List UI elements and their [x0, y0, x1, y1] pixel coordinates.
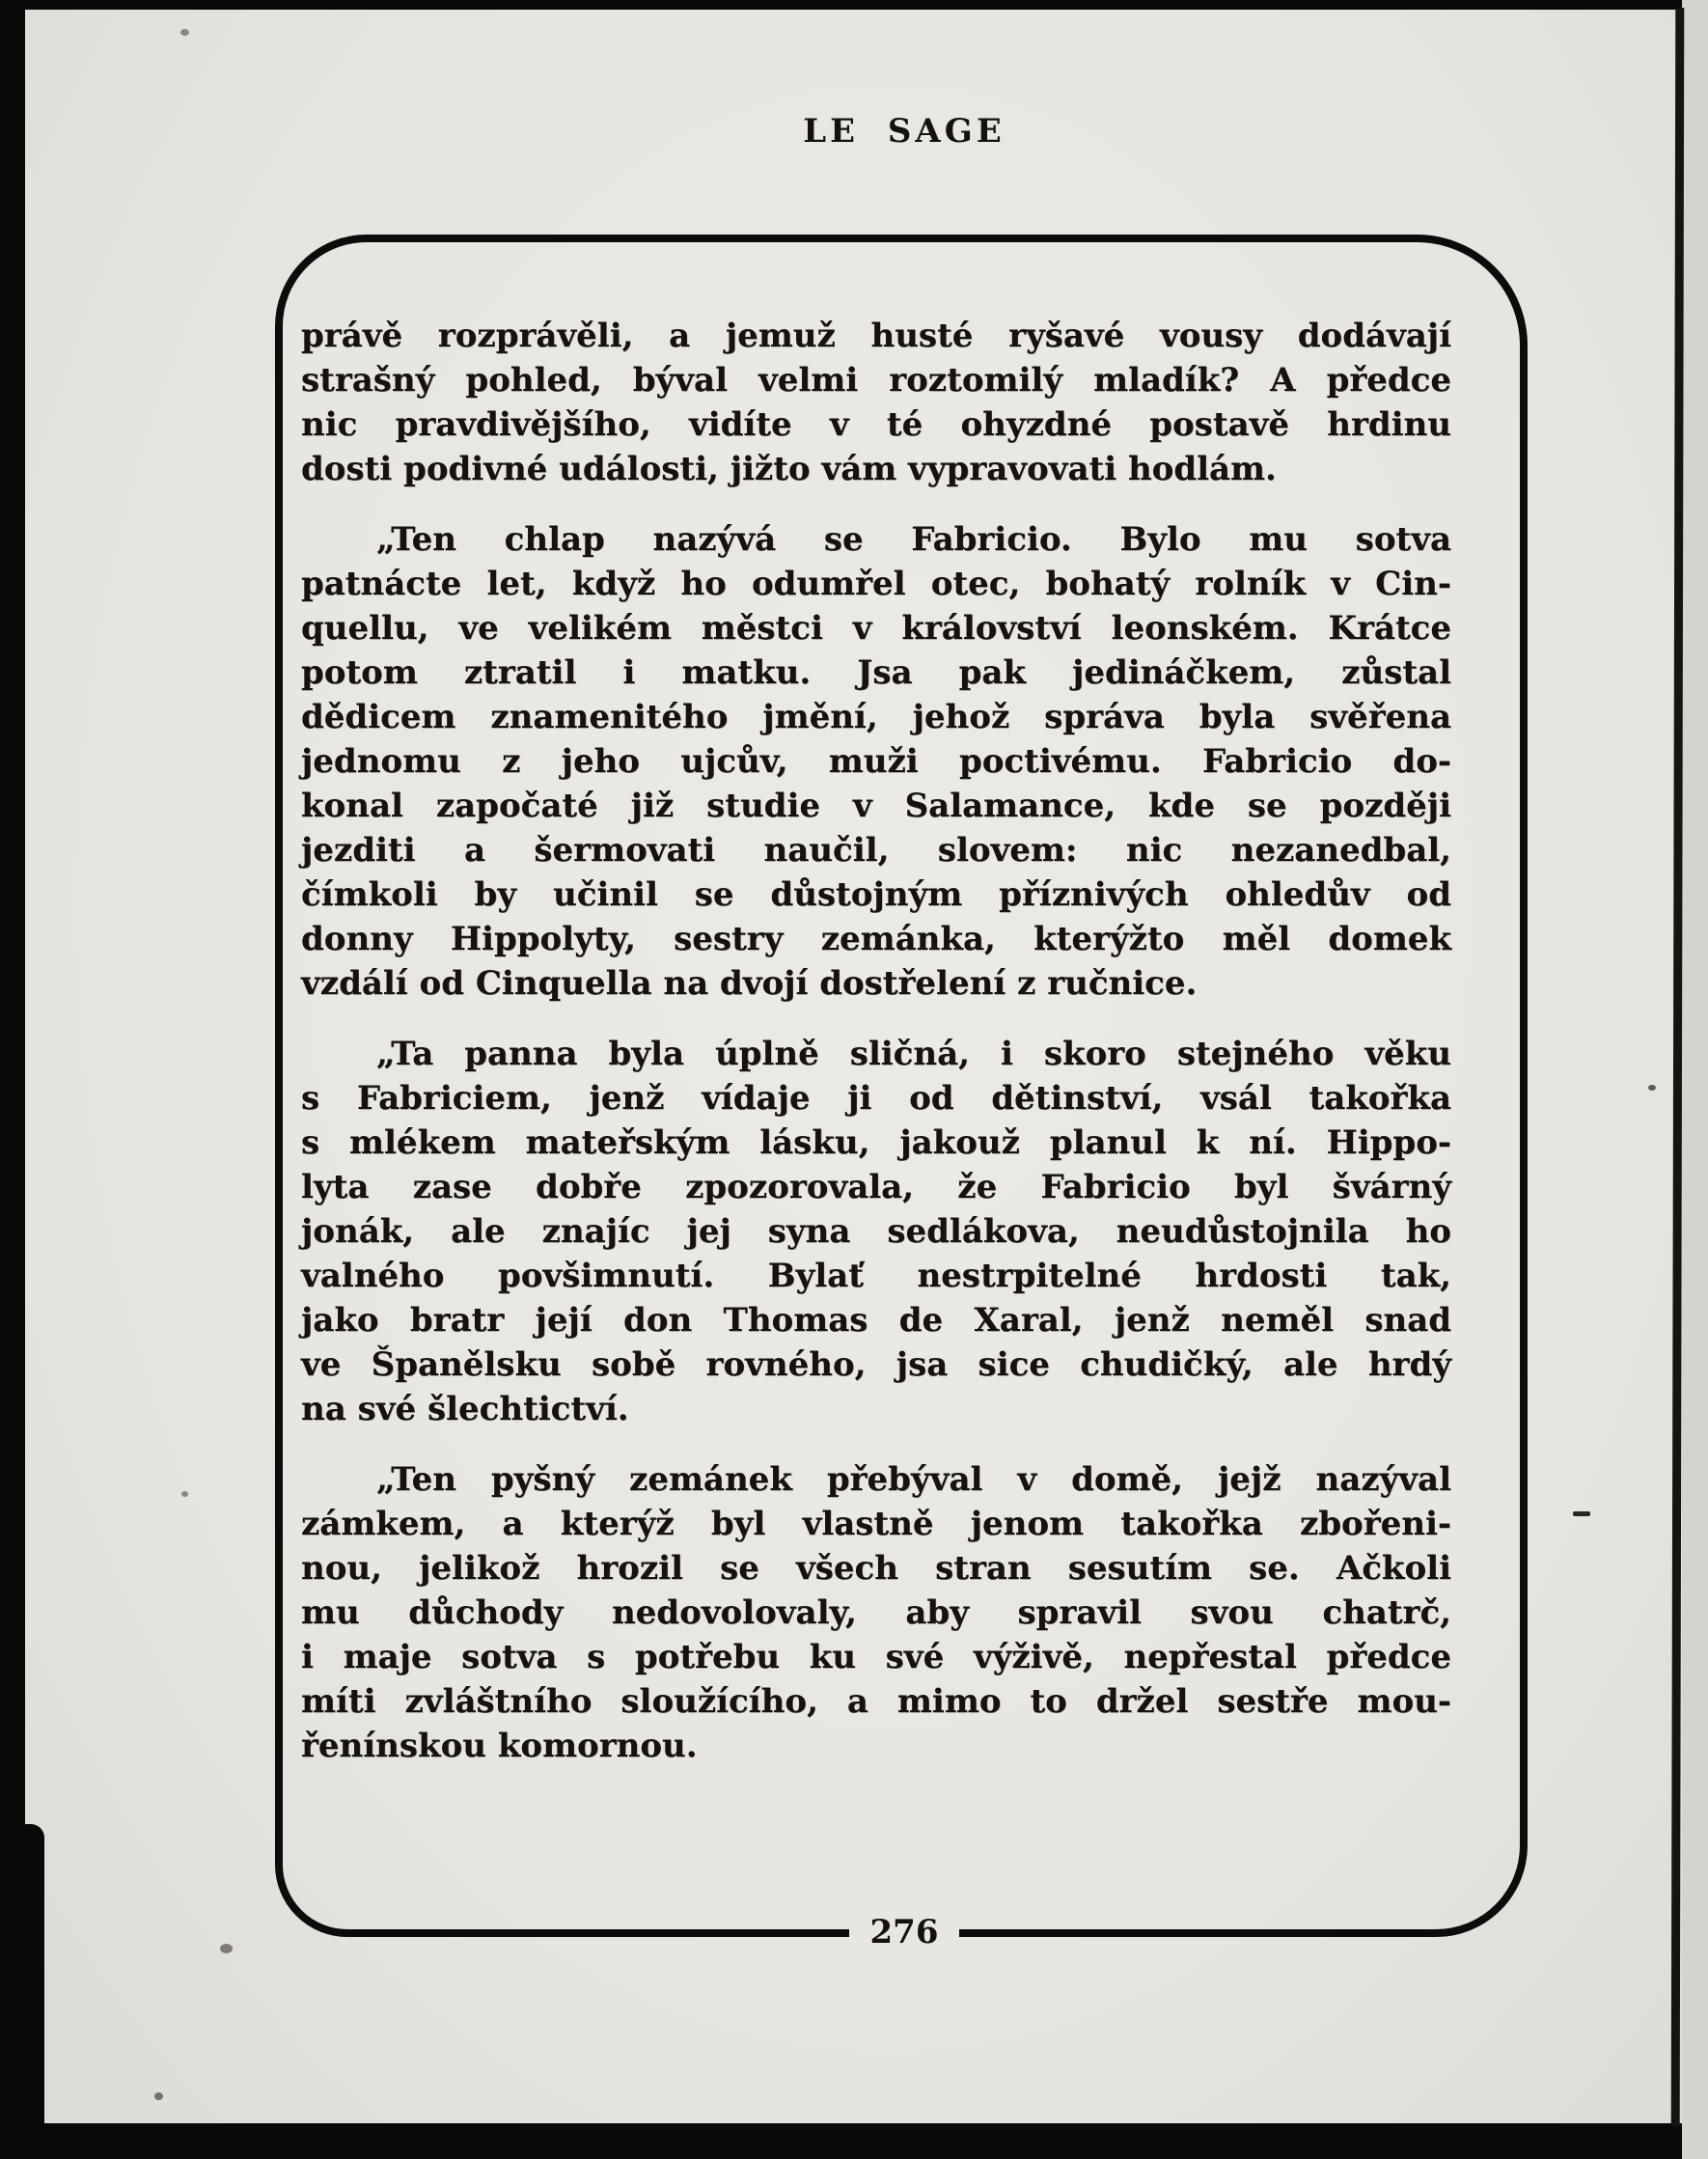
text-line: quellu, ve velikém městci v království leonském. Krátce [301, 609, 1451, 648]
paragraph [301, 517, 1451, 1006]
body-text [301, 314, 1451, 1794]
text-line: konal započaté již studie v Salamance, kde se později [301, 787, 1451, 825]
text-line: s mlékem mateřským lásku, jakouž planul k ní. Hippo- [301, 1123, 1451, 1162]
text-line: jezditi a šermovati naučil, slovem: nic nezanedbal, [301, 831, 1451, 870]
scan-edge-top [0, 0, 1708, 10]
text-line: i maje sotva s potřebu ku své výživě, nepřestal předce [301, 1638, 1451, 1676]
text-line: patnácte let, když ho odumřel otec, bohatý rolník v Cin- [301, 565, 1451, 603]
text-line: vzdálí od Cinquella na dvojí dostřelení z ručnice. [301, 964, 1198, 1003]
paragraph [301, 1457, 1451, 1768]
text-line: jonák, ale znajíc jej syna sedlákova, neudůstojnila ho [301, 1212, 1451, 1251]
scan-edge-bottom [0, 2123, 1708, 2159]
text-line: dosti podivné události, jižto vám vypravovati hodlám. [301, 450, 1277, 488]
text-line: lyta zase dobře zpozorovala, že Fabricio byl švárný [301, 1168, 1451, 1206]
scan-speck [154, 2092, 163, 2100]
text-line: dědicem znamenitého jmění, jehož správa byla svěřena [301, 698, 1451, 736]
paragraph [301, 1032, 1451, 1431]
text-line: řenínskou komornou. [301, 1727, 698, 1765]
text-line: právě rozprávěli, a jemuž husté ryšavé vousy dodávají [301, 317, 1451, 355]
text-line: „Ten pyšný zemánek přebýval v domě, jejž nazýval [376, 1460, 1451, 1499]
scan-margin-right [1682, 0, 1708, 2159]
scan-speck [1648, 1085, 1656, 1091]
page-number-value: 276 [849, 1913, 960, 1951]
scan-speck [220, 1944, 233, 1953]
text-line: nic pravdivějšího, vidíte v té ohyzdné postavě hrdinu [301, 405, 1451, 444]
text-line: s Fabriciem, jenž vídaje ji od dětinství, vsál takořka [301, 1079, 1451, 1118]
scan-speck [181, 1491, 188, 1497]
scan-speck [180, 29, 189, 36]
text-line: jako bratr její don Thomas de Xaral, jenž neměl snad [301, 1301, 1451, 1340]
text-line: „Ta panna byla úplně sličná, i skoro stejného věku [376, 1035, 1451, 1073]
text-line: míti zvláštního sloužícího, a mimo to držel sestře mou- [301, 1682, 1451, 1721]
text-line: zámkem, a kterýž byl vlastně jenom takořka zbořeni- [301, 1505, 1451, 1543]
text-line: ve Španělsku sobě rovného, jsa sice chudičký, ale hrdý [301, 1345, 1451, 1384]
text-line: nou, jelikož hrozil se všech stran sesutím se. Ačkoli [301, 1549, 1451, 1588]
text-line: potom ztratil i matku. Jsa pak jedináčkem, zůstal [301, 653, 1451, 692]
scan-edge-left-lower [0, 1824, 44, 2159]
scan-dash [1573, 1511, 1590, 1516]
text-line: valného povšimnutí. Bylať nestrpitelné hrdosti tak, [301, 1257, 1451, 1295]
running-header: LE SAGE [803, 112, 1006, 151]
text-line: jednomu z jeho ujcův, muži poctivému. Fabricio do- [301, 742, 1451, 781]
text-line: „Ten chlap nazývá se Fabricio. Bylo mu sotva [376, 520, 1451, 559]
text-line: mu důchody nedovolovaly, aby spravil svou chatrč, [301, 1593, 1451, 1632]
text-line: na své šlechtictví. [301, 1390, 629, 1428]
text-line: donny Hippolyty, sestry zemánka, kterýžto měl domek [301, 920, 1451, 958]
text-line: čímkoli by učinil se důstojným příznivých ohledův od [301, 875, 1451, 914]
paragraph [301, 314, 1451, 491]
text-line: strašný pohled, býval velmi roztomilý mladík? A předce [301, 361, 1451, 400]
